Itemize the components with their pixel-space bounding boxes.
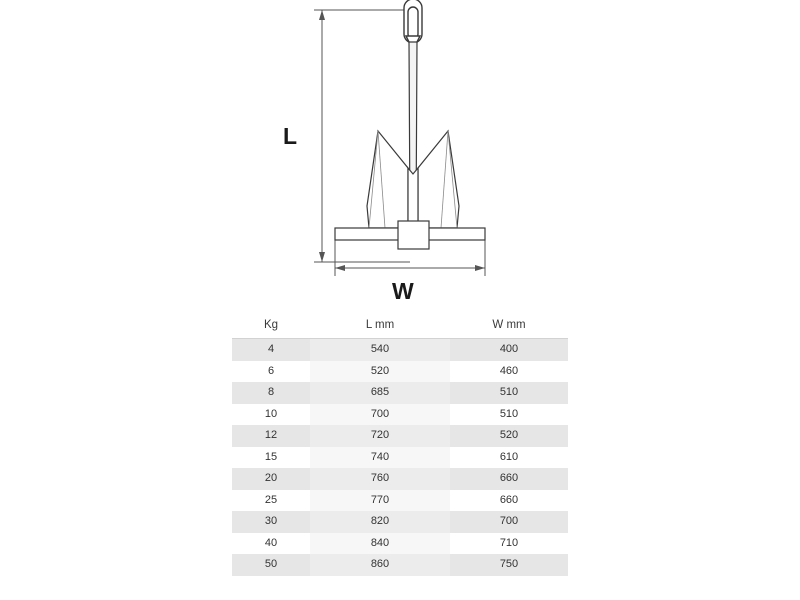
- column-header-length: L mm: [310, 312, 450, 339]
- dimension-label-length: L: [283, 123, 298, 149]
- column-header-width: W mm: [450, 312, 568, 339]
- cell-kg: 20: [232, 468, 310, 490]
- cell-length: 700: [310, 404, 450, 426]
- anchor-diagram: [250, 0, 550, 310]
- cell-length: 770: [310, 490, 450, 512]
- cell-kg: 15: [232, 447, 310, 469]
- anchor-center-block: [398, 221, 429, 249]
- cell-length: 520: [310, 361, 450, 383]
- cell-kg: 10: [232, 404, 310, 426]
- specification-table: [232, 312, 568, 576]
- cell-length: 760: [310, 468, 450, 490]
- anchor-fluke-right: [418, 131, 459, 228]
- cell-width: 510: [450, 382, 568, 404]
- cell-length: 820: [310, 511, 450, 533]
- cell-length: 540: [310, 339, 450, 361]
- table-row: [232, 382, 568, 404]
- cell-kg: 30: [232, 511, 310, 533]
- table-row: [232, 468, 568, 490]
- cell-width: 660: [450, 490, 568, 512]
- table-row: [232, 339, 568, 361]
- cell-width: 710: [450, 533, 568, 555]
- cell-kg: 4: [232, 339, 310, 361]
- cell-kg: 12: [232, 425, 310, 447]
- cell-kg: 40: [232, 533, 310, 555]
- anchor-crown: [408, 168, 418, 228]
- cell-width: 660: [450, 468, 568, 490]
- cell-length: 720: [310, 425, 450, 447]
- cell-width: 610: [450, 447, 568, 469]
- anchor-shackle: [404, 0, 422, 44]
- cell-kg: 6: [232, 361, 310, 383]
- table-row: [232, 554, 568, 576]
- table-row: [232, 447, 568, 469]
- table-row: [232, 533, 568, 555]
- table-row: [232, 404, 568, 426]
- table-row: [232, 425, 568, 447]
- cell-kg: 50: [232, 554, 310, 576]
- cell-kg: 25: [232, 490, 310, 512]
- cell-width: 460: [450, 361, 568, 383]
- cell-width: 750: [450, 554, 568, 576]
- column-header-kg: Kg: [232, 312, 310, 339]
- cell-length: 685: [310, 382, 450, 404]
- cell-width: 700: [450, 511, 568, 533]
- table-row: [232, 361, 568, 383]
- cell-kg: 8: [232, 382, 310, 404]
- dimension-label-width: W: [392, 278, 415, 304]
- cell-width: 520: [450, 425, 568, 447]
- table-row: [232, 490, 568, 512]
- table-header-row: [232, 312, 568, 339]
- cell-length: 860: [310, 554, 450, 576]
- cell-length: 740: [310, 447, 450, 469]
- cell-width: 400: [450, 339, 568, 361]
- anchor-fluke-left: [367, 131, 408, 228]
- cell-width: 510: [450, 404, 568, 426]
- table-row: [232, 511, 568, 533]
- anchor-drawing-svg: [250, 0, 550, 310]
- cell-length: 840: [310, 533, 450, 555]
